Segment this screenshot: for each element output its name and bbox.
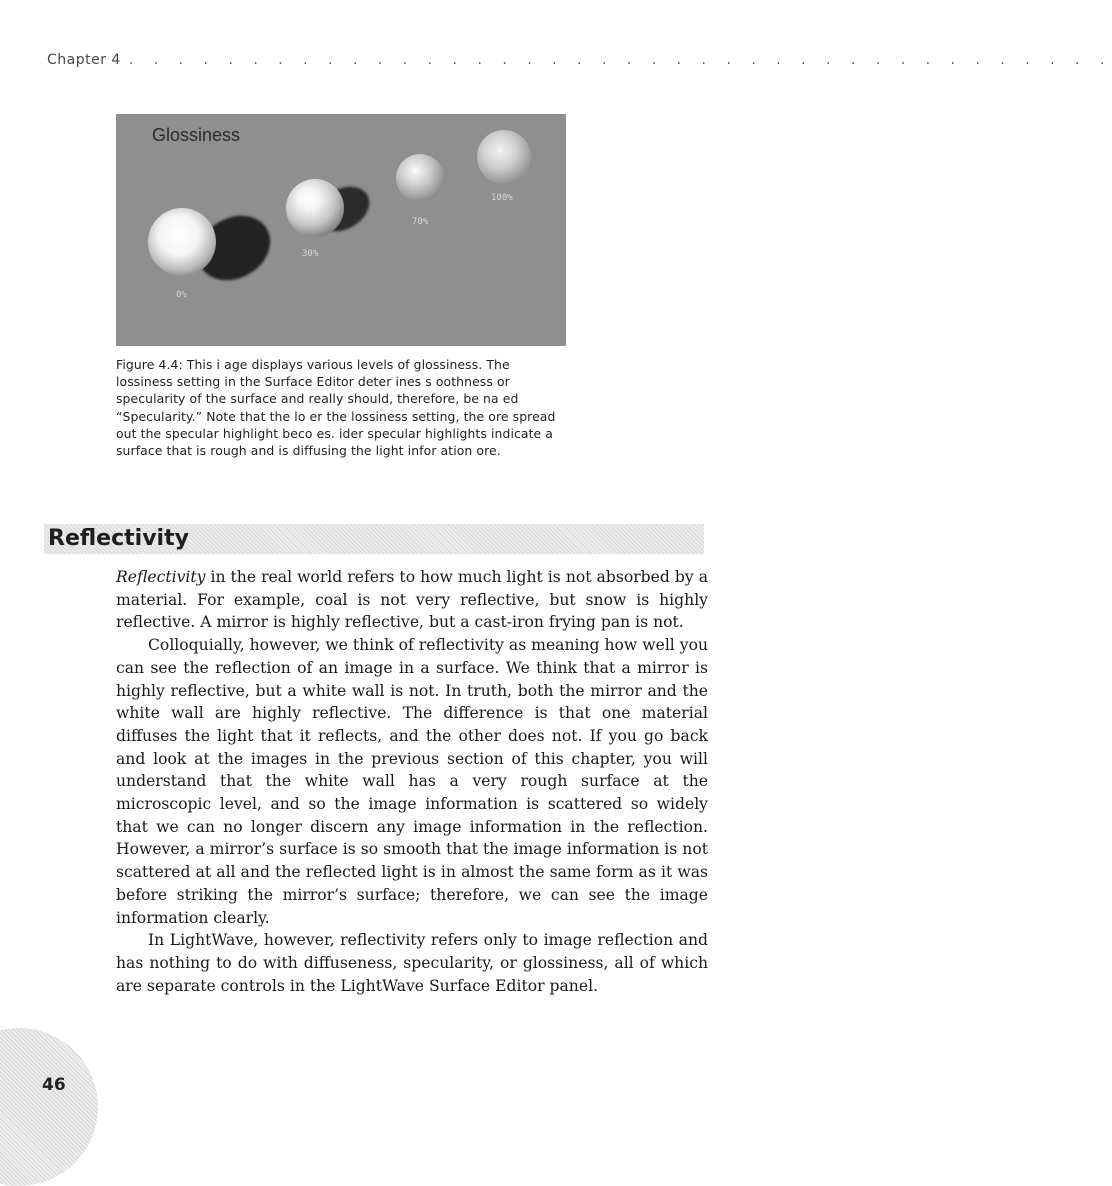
paragraph-1	[116, 566, 708, 634]
sphere-100	[477, 130, 531, 184]
label-0: 0%	[176, 290, 187, 300]
paragraph-1-text: in the real world refers to how much light is not absorbed by a material. For example, coal is not very reflective, but snow is highly reflective. A mirror is highly reflective, but a cast-iron frying pan is not.	[116, 568, 708, 632]
chapter-label: Chapter 4	[47, 52, 121, 68]
sphere-70	[396, 154, 444, 202]
paragraph-3: In LightWave, however, reflectivity refers only to image reflection and has nothing to do with diffuseness, specularity, or glossiness, all of which are separate controls in the LightWave Surface Editor panel.	[116, 931, 708, 995]
glossiness-spheres-image	[116, 114, 566, 346]
sphere-0	[148, 208, 216, 276]
page-number: 46	[42, 1075, 66, 1095]
leader-dots: . . . . . . . . . . . . . . . . . . . . . . . . . . . . . . . . . . . . . . . .	[128, 52, 1112, 68]
figure-title: Glossiness	[152, 125, 241, 145]
label-70: 70%	[412, 217, 429, 227]
term-reflectivity: Reflectivity	[116, 568, 206, 586]
label-30: 30%	[302, 249, 319, 259]
running-head	[47, 52, 1112, 68]
body-text	[116, 566, 708, 997]
sphere-30	[286, 179, 344, 237]
figure-caption: Figure 4.4: This i age displays various levels of glossiness. The lossiness setting in the Surface Editor deter ines s oothness or specularity of the surface and really should, therefore, be na ed “Specularity.” Note that the lo er the lossiness setting, the ore spread out the specular highlight beco es. ider specular highlights indicate a surface that is rough and is diffusing the light infor ation ore.	[116, 357, 556, 459]
paragraph-2: Colloquially, however, we think of reflectivity as meaning how well you can see the reflection of an image in a surface. We think that a mirror is highly reflective, but a white wall is not. In truth, both the mirror and the white wall are highly reflective. The difference is that one material diffuses the light that it reflects, and the other does not. If you go back and look at the images in the previous section of this chapter, you will understand that the white wall has a very rough surface at the microscopic level, and so the image information is scattered so widely that we can no longer discern any image information in the reflection. However, a mirror’s surface is so smooth that the image information is not scattered at all and the reflected light is in almost the same form as it was before striking the mirror’s surface; therefore, we can see the image information clearly.	[116, 636, 708, 927]
label-100: 100%	[491, 193, 513, 203]
glossiness-figure	[116, 114, 566, 346]
page-number-tab	[0, 1028, 98, 1186]
section-heading: Reflectivity	[48, 526, 189, 551]
